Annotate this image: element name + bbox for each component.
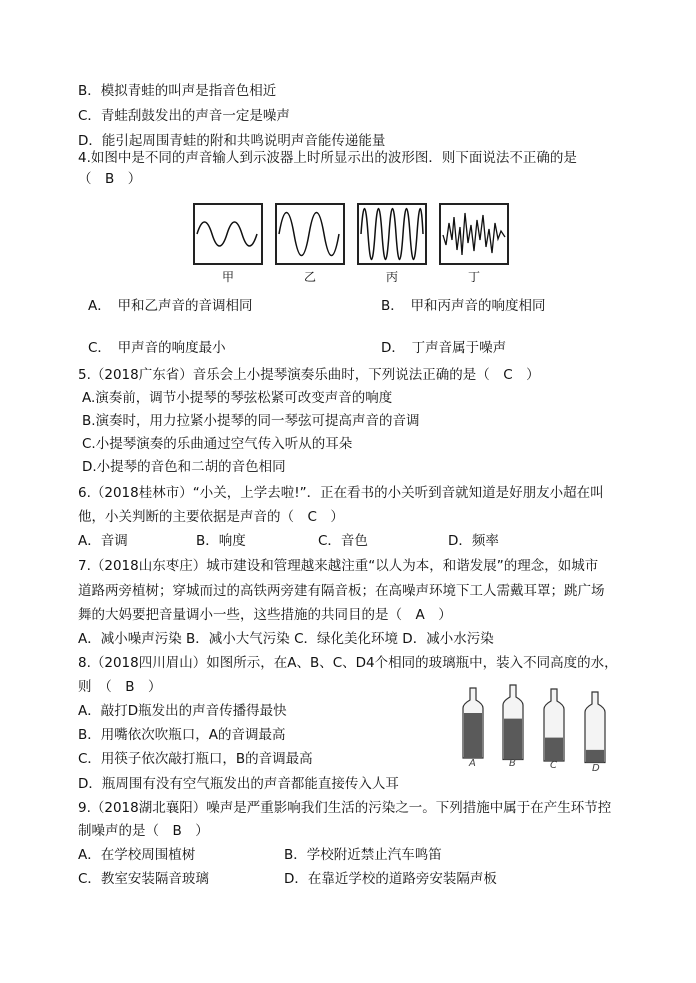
line-q3d: D．能引起周围青蛙的附和共鸣说明声音能传递能量 xyxy=(78,133,386,149)
q4-option-d: D． 丁声音属于噪声 xyxy=(381,340,507,356)
bottle-b xyxy=(503,685,523,760)
waveform-figure xyxy=(193,200,513,290)
waveform-box-ding xyxy=(439,203,509,265)
waveform-box-jia xyxy=(193,203,263,265)
q8-option-d: D．瓶周围有没有空气瓶发出的声音都能直接传入人耳 xyxy=(78,776,399,792)
waveform-label-bing: 丙 xyxy=(385,270,398,284)
q4-option-a: A． 甲和乙声音的音调相同 xyxy=(88,298,253,314)
waveform-label-yi: 乙 xyxy=(303,270,316,284)
q6-option-d: D．频率 xyxy=(448,533,499,549)
q6-stem-2: 他，小关判断的主要依据是声音的（ C ） xyxy=(78,509,344,525)
bottle-water-b xyxy=(504,719,522,760)
line-q3b: B．模拟青蛙的叫声是指音色相近 xyxy=(78,83,277,99)
bottle-label-c: C xyxy=(550,760,557,771)
bottle-label-a: A xyxy=(469,758,476,769)
q9-option-a: A．在学校周围植树 xyxy=(78,847,196,863)
q9-option-c: C．教室安装隔音玻璃 xyxy=(78,871,209,887)
waveform-label-ding: 丁 xyxy=(467,270,480,284)
q4-option-b: B． 甲和丙声音的响度相同 xyxy=(381,298,546,314)
q6-stem-1: 6.（2018桂林市）“小关，上学去啦!”．正在看书的小关听到音就知道是好朋友小超在叫 xyxy=(78,485,604,501)
line-q3c: C．青蛙刮鼓发出的声音一定是噪声 xyxy=(78,108,290,124)
bottle-water-d xyxy=(586,750,604,763)
bottle-label-b: B xyxy=(509,758,516,769)
q6-option-a: A．音调 xyxy=(78,533,128,549)
q6-option-b: B．响度 xyxy=(196,533,246,549)
q5-stem: 5.（2018广东省）音乐会上小提琴演奏乐曲时，下列说法正确的是（ C ） xyxy=(78,367,540,383)
q4-answer: （ B ） xyxy=(78,171,142,187)
q5-option-c: C.小提琴演奏的乐曲通过空气传入听从的耳朵 xyxy=(82,436,353,452)
q7-stem-2: 道路两旁植树；穿城而过的高铁两旁建有隔音板；在高噪声环境下工人需戴耳罩；跳广场 xyxy=(78,583,605,599)
q8-stem-1: 8.（2018四川眉山）如图所示，在A、B、C、D4个相同的玻璃瓶中，装入不同高度的水， xyxy=(78,655,618,671)
q6-option-c: C．音色 xyxy=(318,533,368,549)
bottle-c xyxy=(544,689,564,761)
q8-stem-2: 则 （ B ） xyxy=(78,679,162,695)
q8-option-c: C．用筷子依次敲打瓶口，B的音调最高 xyxy=(78,751,313,767)
q9-stem-1: 9.（2018湖北襄阳）噪声是严重影响我们生活的污染之一。下列措施中属于在产生环节控 xyxy=(78,800,612,816)
bottle-water-c xyxy=(545,738,563,761)
q8-option-b: B．用嘴依次吹瓶口，A的音调最高 xyxy=(78,727,286,743)
q7-options: A．减小噪声污染 B．减小大气污染 C．绿化美化环境 D．减小水污染 xyxy=(78,631,494,647)
bottles-figure xyxy=(455,680,615,780)
q4-stem: 4.如图中是不同的声音输人到示波器上时所显示出的波形图．则下面说法不正确的是 xyxy=(78,150,577,166)
waveform-label-jia: 甲 xyxy=(221,270,234,284)
q9-option-d: D．在靠近学校的道路旁安装隔声板 xyxy=(284,871,497,887)
q7-stem-3: 舞的大妈要把音量调小一些，这些措施的共同目的是（ A ） xyxy=(78,607,452,623)
waveform-box-bing xyxy=(357,203,427,265)
q5-option-d: D.小提琴的音色和二胡的音色相同 xyxy=(82,459,286,475)
waveform-box-yi xyxy=(275,203,345,265)
bottle-label-d: D xyxy=(592,763,600,774)
bottle-d xyxy=(585,692,605,763)
q7-stem-1: 7.（2018山东枣庄）城市建设和管理越来越注重“以人为本，和谐发展”的理念，如城市 xyxy=(78,558,599,574)
q8-option-a: A．敲打D瓶发出的声音传播得最快 xyxy=(78,703,287,719)
q9-option-b: B．学校附近禁止汽车鸣笛 xyxy=(284,847,442,863)
bottle-water-a xyxy=(464,713,482,758)
bottle-a xyxy=(463,688,483,758)
q9-stem-2: 制噪声的是（ B ） xyxy=(78,823,209,839)
q4-option-c: C． 甲声音的响度最小 xyxy=(88,340,226,356)
q5-option-a: A.演奏前，调节小提琴的琴弦松紧可改变声音的响度 xyxy=(82,390,393,406)
q5-option-b: B.演奏时，用力拉紧小提琴的同一琴弦可提高声音的音调 xyxy=(82,413,420,429)
